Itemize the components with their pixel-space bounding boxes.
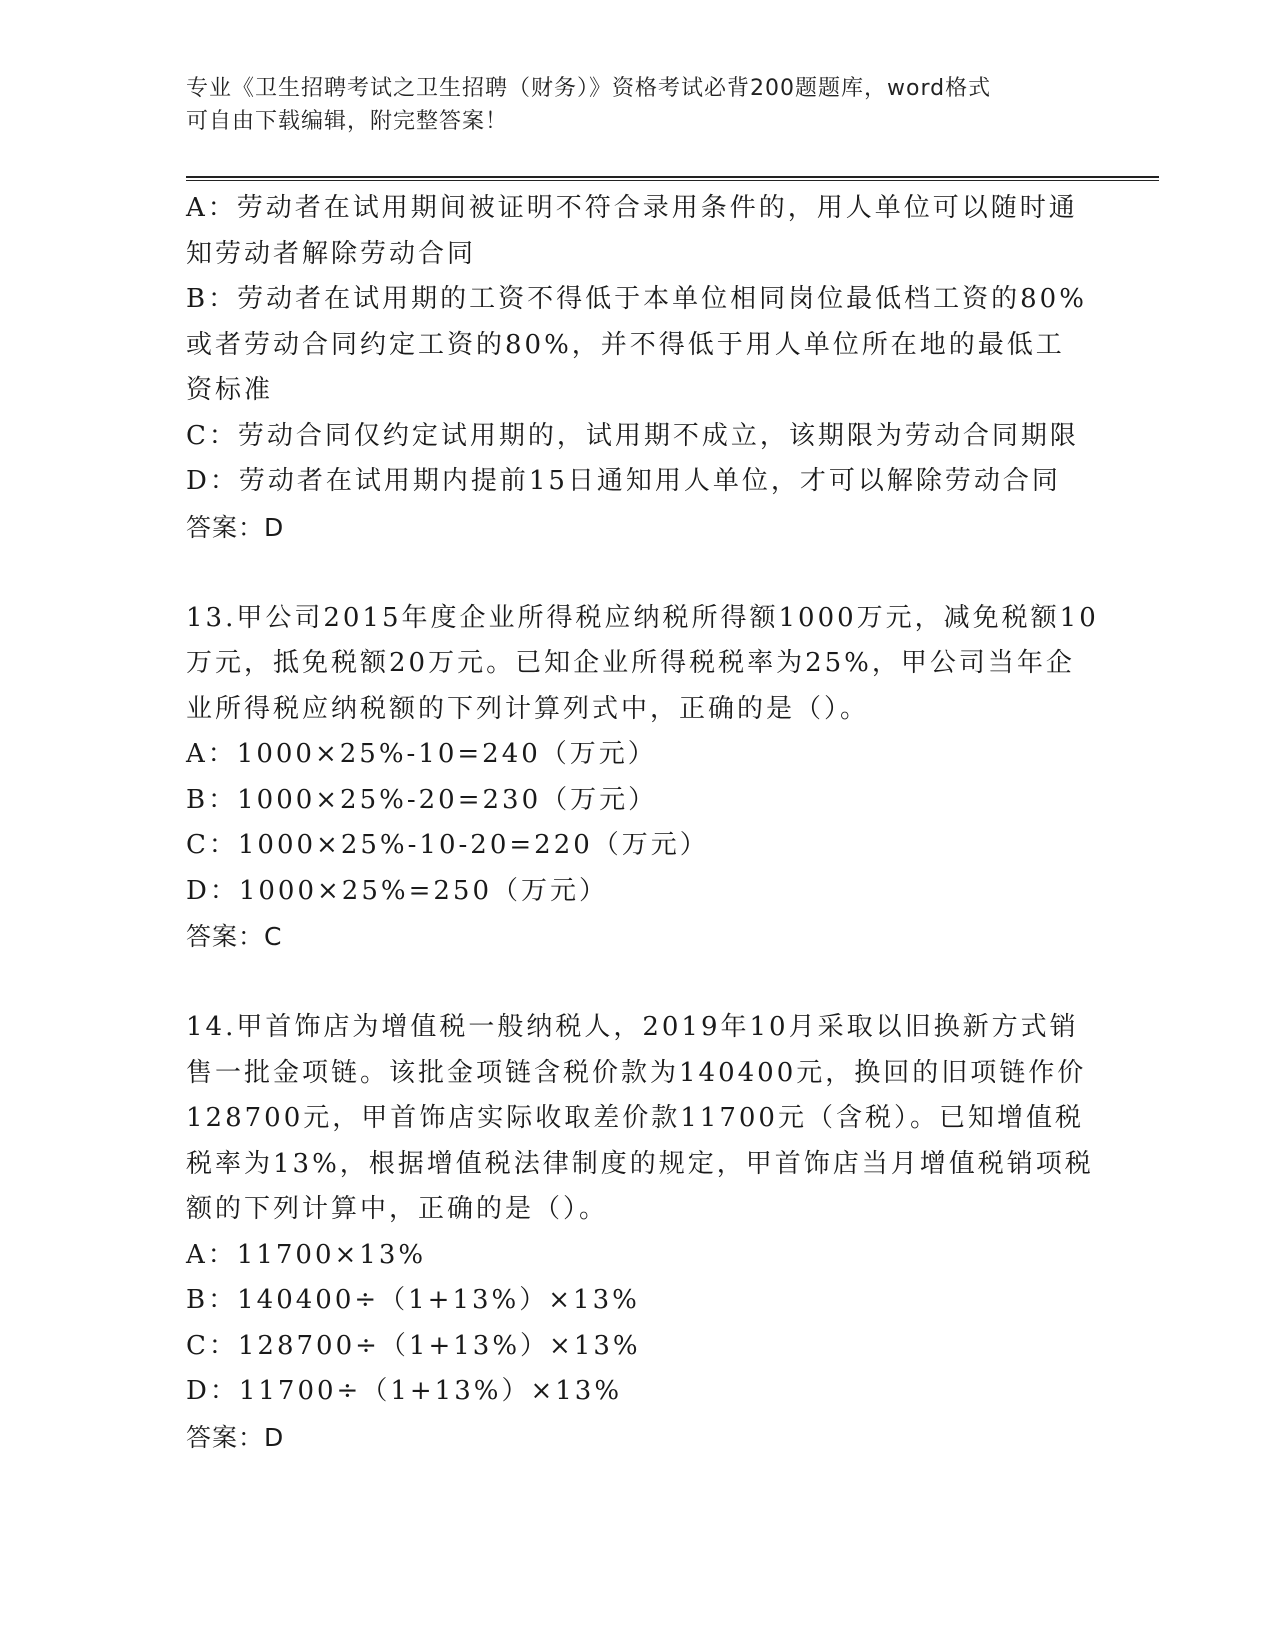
q12-option-b-line-3: 资标准 xyxy=(186,375,274,405)
q13-stem-line-2: 万元，抵免税额20万元。已知企业所得税税率为25%，甲公司当年企 xyxy=(186,648,1075,678)
q14-option-a: A：11700×13% xyxy=(186,1239,427,1270)
q14-answer: 答案：D xyxy=(186,1422,285,1452)
q13-stem-line-1: 13.甲公司2015年度企业所得税应纳税所得额1000万元，减免税额10 xyxy=(186,602,1099,633)
q14-stem-line-5: 额的下列计算中，正确的是（）。 xyxy=(186,1194,609,1224)
q13-option-b: B：1000×25%-20=230（万元） xyxy=(186,784,658,815)
q12-option-a-line-2: 知劳动者解除劳动合同 xyxy=(186,238,477,269)
q14-stem-line-1: 14.甲首饰店为增值税一般纳税人，2019年10月采取以旧换新方式销 xyxy=(186,1012,1079,1042)
q12-option-b-line-1: B：劳动者在试用期的工资不得低于本单位相同岗位最低档工资的80% xyxy=(186,284,1087,314)
q12-option-a-line-1: A：劳动者在试用期间被证明不符合录用条件的，用人单位可以随时通 xyxy=(186,193,1078,223)
q14-option-d: D：11700÷（1+13%）×13% xyxy=(186,1376,623,1406)
q13-stem-line-3: 业所得税应纳税额的下列计算列式中，正确的是（）。 xyxy=(186,693,870,724)
question-14 xyxy=(186,1005,1094,1460)
q14-option-c: C：128700÷（1+13%）×13% xyxy=(186,1330,641,1361)
q12-option-d: D：劳动者在试用期内提前15日通知用人单位，才可以解除劳动合同 xyxy=(186,466,1061,496)
q12-option-b-line-2: 或者劳动合同约定工资的80%，并不得低于用人单位所在地的最低工 xyxy=(186,329,1065,360)
q13-option-c: C：1000×25%-10-20=220（万元） xyxy=(186,830,709,860)
spacer xyxy=(186,960,1086,1006)
page-header xyxy=(186,72,1086,138)
q14-stem-line-2: 售一批金项链。该批金项链含税价款为140400元，换回的旧项链作价 xyxy=(186,1057,1087,1088)
header-line-2: 可自由下载编辑，附完整答案！ xyxy=(186,109,509,134)
q13-option-d: D：1000×25%=250（万元） xyxy=(186,875,608,906)
q13-option-a: A：1000×25%-10=240（万元） xyxy=(186,739,657,769)
q14-stem-line-4: 税率为13%，根据增值税法律制度的规定，甲首饰店当月增值税销项税 xyxy=(186,1148,1094,1179)
q14-stem-line-3: 128700元，甲首饰店实际收取差价款11700元（含税）。已知增值税 xyxy=(186,1103,1084,1133)
header-divider xyxy=(186,176,1159,181)
question-12 xyxy=(186,186,1086,550)
q12-answer: 答案：D xyxy=(186,512,285,542)
spacer xyxy=(186,550,1086,596)
document-body xyxy=(186,186,1099,1460)
q13-answer: 答案：C xyxy=(186,922,283,951)
question-13 xyxy=(186,596,1099,960)
header-line-1: 专业《卫生招聘考试之卫生招聘（财务）》资格考试必背200题题库，word格式 xyxy=(186,76,992,101)
q14-option-b: B：140400÷（1+13%）×13% xyxy=(186,1285,640,1315)
q12-option-c: C：劳动合同仅约定试用期的，试用期不成立，该期限为劳动合同期限 xyxy=(186,420,1079,451)
